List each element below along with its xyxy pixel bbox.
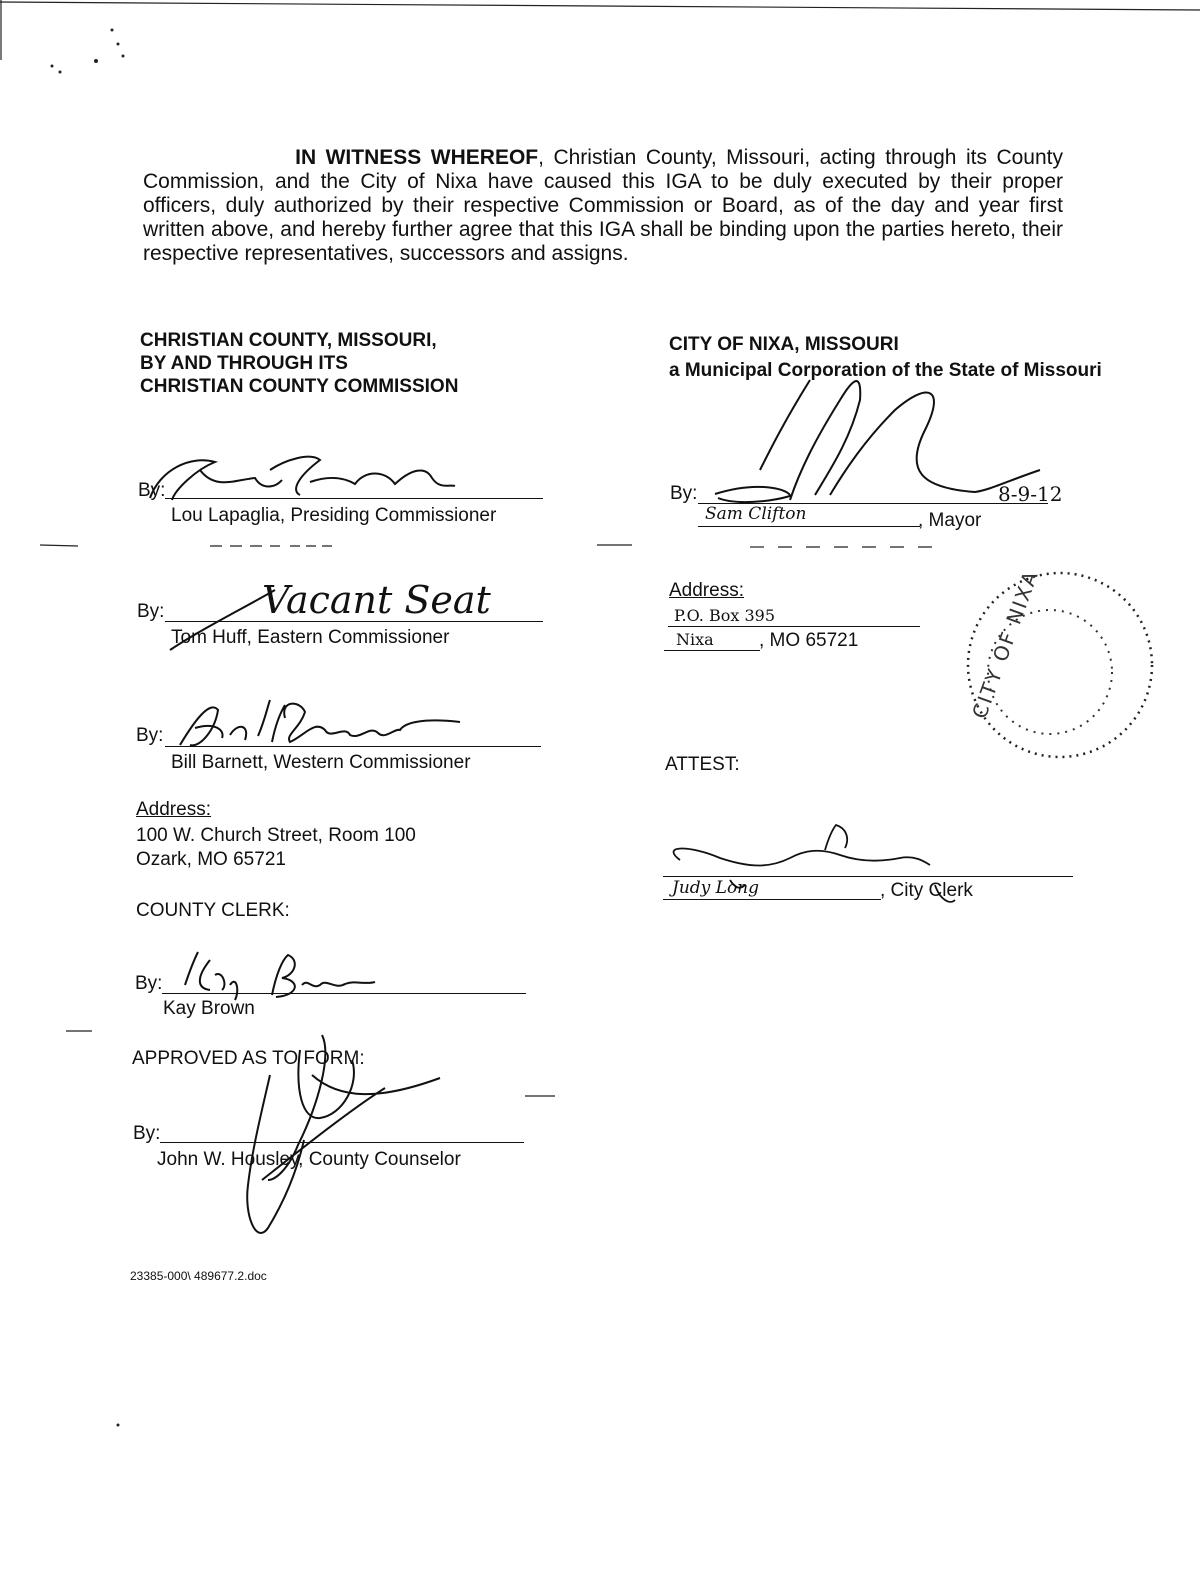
scan-specks (51, 29, 125, 1427)
county-clerk-name: Kay Brown (163, 998, 255, 1019)
signer-3-name: Bill Barnett, Western Commissioner (171, 752, 471, 773)
county-header-line-1: CHRISTIAN COUNTY, MISSOURI, (140, 330, 437, 351)
city-clerk-title: , City Clerk (880, 880, 973, 901)
city-address-line-1: P.O. Box 395 (674, 606, 775, 625)
judy-long-signature (674, 825, 955, 902)
city-subheader: a Municipal Corporation of the State of Missouri (669, 360, 1102, 381)
bill-barnett-signature (180, 700, 460, 745)
city-address-rest: , MO 65721 (759, 630, 859, 651)
county-header-line-3: CHRISTIAN COUNTY COMMISSION (140, 376, 459, 397)
mayor-date: 8-9-12 (998, 482, 1063, 506)
sam-clifton-signature (715, 380, 1040, 502)
county-header-line-2: BY AND THROUGH ITS (140, 353, 348, 374)
mayor-by: By: (670, 483, 698, 504)
mayor-title: , Mayor (918, 510, 982, 531)
document-id: 23385-000\ 489677.2.doc (130, 1269, 267, 1283)
county-address-line-1: 100 W. Church Street, Room 100 (136, 825, 416, 846)
city-seal (967, 566, 1152, 757)
signer-2-by: By: (137, 601, 165, 622)
city-address-label: Address: (669, 580, 744, 601)
strike-through-tom-huff (170, 590, 275, 650)
john-housley-signature (247, 1035, 440, 1233)
city-address-city: Nixa (676, 630, 714, 649)
counselor-by: By: (133, 1123, 161, 1144)
county-clerk-label: COUNTY CLERK: (136, 900, 290, 921)
signer-1-name: Lou Lapaglia, Presiding Commissioner (171, 505, 497, 526)
signer-2-name: Tom Huff, Eastern Commissioner (171, 627, 450, 648)
witness-body: , Christian County, Missouri, acting through its County Commission, and the City of Nixa have caused this IGA to be duly executed by their proper officers, duly authorized by their respective Commission or Board, as of the day and year first written above, and hereby further agree that this IGA shall be binding upon the parties hereto, their respective representatives, successors and assigns. (143, 146, 1063, 265)
city-header: CITY OF NIXA, MISSOURI (669, 334, 899, 355)
mayor-handwritten-name: Sam Clifton (705, 504, 807, 524)
signer-3-by: By: (136, 725, 164, 746)
county-address-label: Address: (136, 799, 211, 820)
top-edge-line (0, 2, 1200, 10)
witness-lead: IN WITNESS WHEREOF (295, 146, 539, 169)
kay-brown-signature (185, 952, 375, 1000)
county-address-line-2: Ozark, MO 65721 (136, 849, 286, 870)
seal-text: CITY OF NIXA (967, 566, 1044, 722)
counselor-name: John W. Housley, County Counselor (157, 1149, 461, 1170)
approved-label: APPROVED AS TO FORM: (132, 1048, 365, 1069)
vacant-seat-handwriting: Vacant Seat (262, 578, 491, 622)
scan-dashes (40, 545, 935, 1096)
county-clerk-by: By: (135, 973, 163, 994)
attest-label: ATTEST: (665, 754, 740, 775)
city-clerk-handwritten-name: Judy Long (672, 878, 760, 898)
signer-1-by: By: (138, 480, 166, 501)
lou-lapaglia-signature (150, 457, 455, 500)
